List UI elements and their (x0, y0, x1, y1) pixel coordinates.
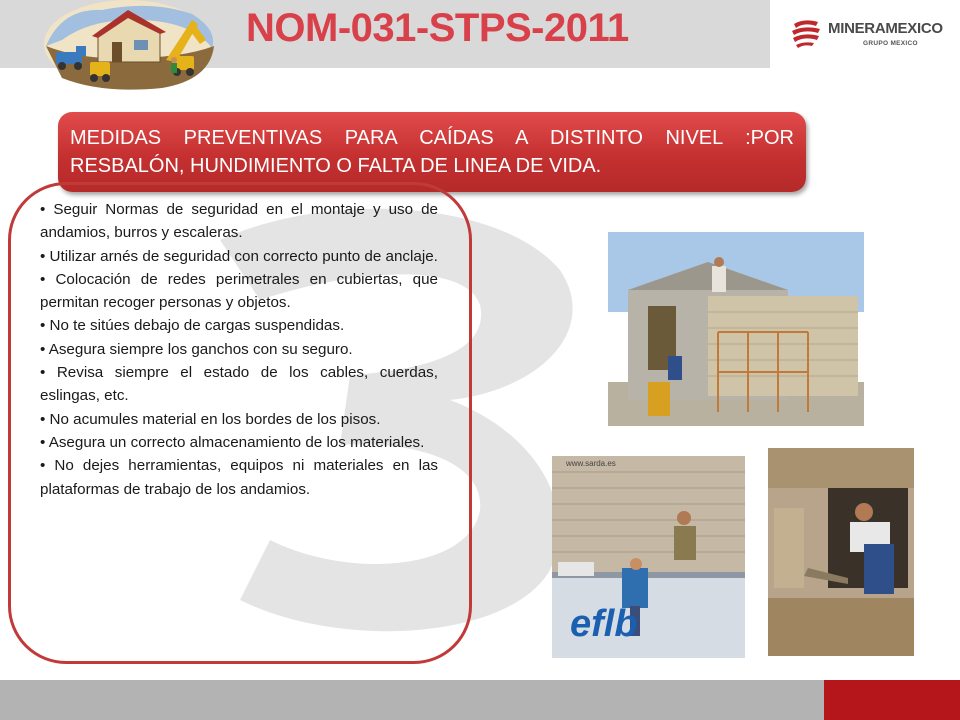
photo-window-worker (768, 448, 914, 656)
company-logo (790, 14, 950, 54)
list-item: • Asegura un correcto almacenamiento de los materiales. (40, 433, 425, 451)
page-title: NOM-031-STPS-2011 (246, 6, 629, 50)
company-logo-subtitle: GRUPO MEXICO (863, 40, 918, 47)
footer-accent (824, 680, 960, 720)
list-item: • Colocación de redes perimetrales en cubiertas, que permitan recoger personas y objetos. (40, 270, 438, 312)
construction-scene-illustration (42, 0, 218, 92)
banner-text: MEDIDAS PREVENTIVAS PARA CAÍDAS A DISTINTO NIVEL :POR RESBALÓN, HUNDIMIENTO O FALTA DE LINEA DE VIDA. (70, 127, 794, 177)
footer-bar (0, 680, 824, 720)
photo-balcony-worker (552, 456, 745, 658)
list-item: • Utilizar arnés de seguridad con correcto punto de anclaje. (40, 247, 438, 265)
photo-scaffold-wall (608, 232, 864, 426)
measures-list (40, 198, 438, 501)
list-item: • Seguir Normas de seguridad en el montaje y uso de andamios, burros y escaleras. (40, 201, 438, 242)
photo-watermark-text: www.sarda.es (566, 459, 616, 468)
mineramexico-logo-mark (790, 16, 824, 50)
list-item: • No te sitúes debajo de cargas suspendidas. (40, 317, 345, 335)
list-item: • No acumules material en los bordes de los pisos. (40, 410, 381, 428)
company-logo-name: MINERAMEXICO (828, 20, 943, 37)
section-banner (58, 112, 806, 192)
list-item: • No dejes herramientas, equipos ni materiales en las plataformas de trabajo de los andamios. (40, 457, 438, 498)
balcony-sign-text: eflb (570, 603, 638, 645)
list-item: • Asegura siempre los ganchos con su seguro. (40, 340, 353, 358)
list-item: • Revisa siempre el estado de los cables, cuerdas, eslingas, etc. (40, 364, 438, 405)
